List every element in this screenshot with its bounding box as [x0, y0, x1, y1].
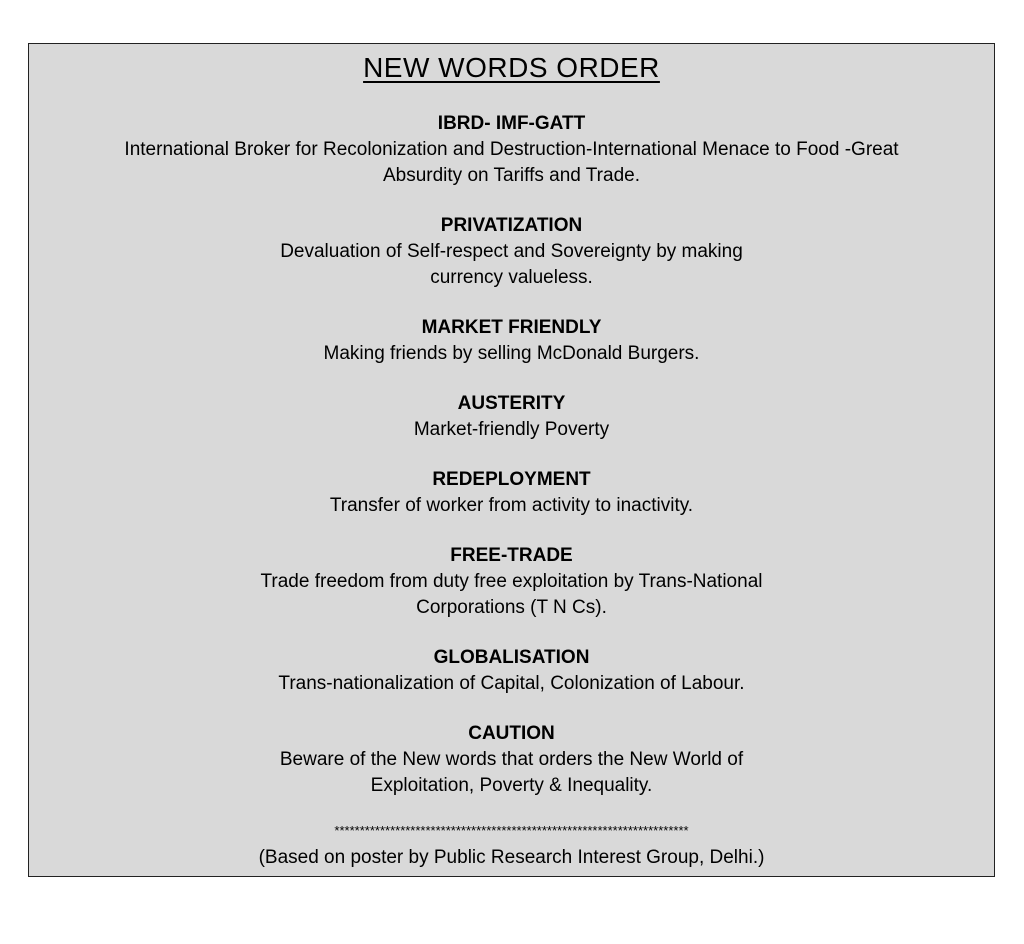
separator-stars: **********************************************************************	[334, 823, 689, 838]
entry-term: PRIVATIZATION	[440, 215, 583, 236]
entry-term: AUSTERITY	[457, 393, 566, 414]
entry-market-friendly	[29, 315, 994, 367]
entry-caution	[29, 721, 994, 799]
entry-term: IBRD- IMF-GATT	[437, 113, 586, 134]
entry-term: CAUTION	[468, 723, 555, 744]
entry-globalisation	[29, 645, 994, 697]
entry-definition: Making friends by selling McDonald Burgers.	[323, 343, 700, 364]
poster-box	[28, 43, 995, 877]
entry-term: REDEPLOYMENT	[432, 469, 591, 490]
entry-austerity	[29, 391, 994, 443]
entry-definition: Beware of the New words that orders the New World of Exploitation, Poverty & Inequality.	[279, 749, 744, 796]
entry-redeployment	[29, 467, 994, 519]
entry-definition: Transfer of worker from activity to inactivity.	[329, 495, 694, 516]
entry-list	[29, 111, 994, 823]
source-credit: (Based on poster by Public Research Interest Group, Delhi.)	[258, 847, 765, 868]
entry-term: MARKET FRIENDLY	[421, 317, 602, 338]
entry-privatization	[29, 213, 994, 291]
entry-definition: Market-friendly Poverty	[413, 419, 610, 440]
entry-term: GLOBALISATION	[433, 647, 590, 668]
entry-term: FREE-TRADE	[450, 545, 573, 566]
poster-title: NEW WORDS ORDER	[363, 52, 660, 83]
entry-definition: International Broker for Recolonization and Destruction-International Menace to Food -Great Absurdity on Tariffs and Trade.	[124, 139, 899, 186]
entry-free-trade	[29, 543, 994, 621]
entry-definition: Devaluation of Self-respect and Sovereignty by making currency valueless.	[280, 241, 743, 288]
entry-definition: Trade freedom from duty free exploitation by Trans-National Corporations (T N Cs).	[260, 571, 763, 618]
entry-ibrd-imf-gatt	[29, 111, 994, 189]
entry-definition: Trans-nationalization of Capital, Colonization of Labour.	[278, 673, 745, 694]
